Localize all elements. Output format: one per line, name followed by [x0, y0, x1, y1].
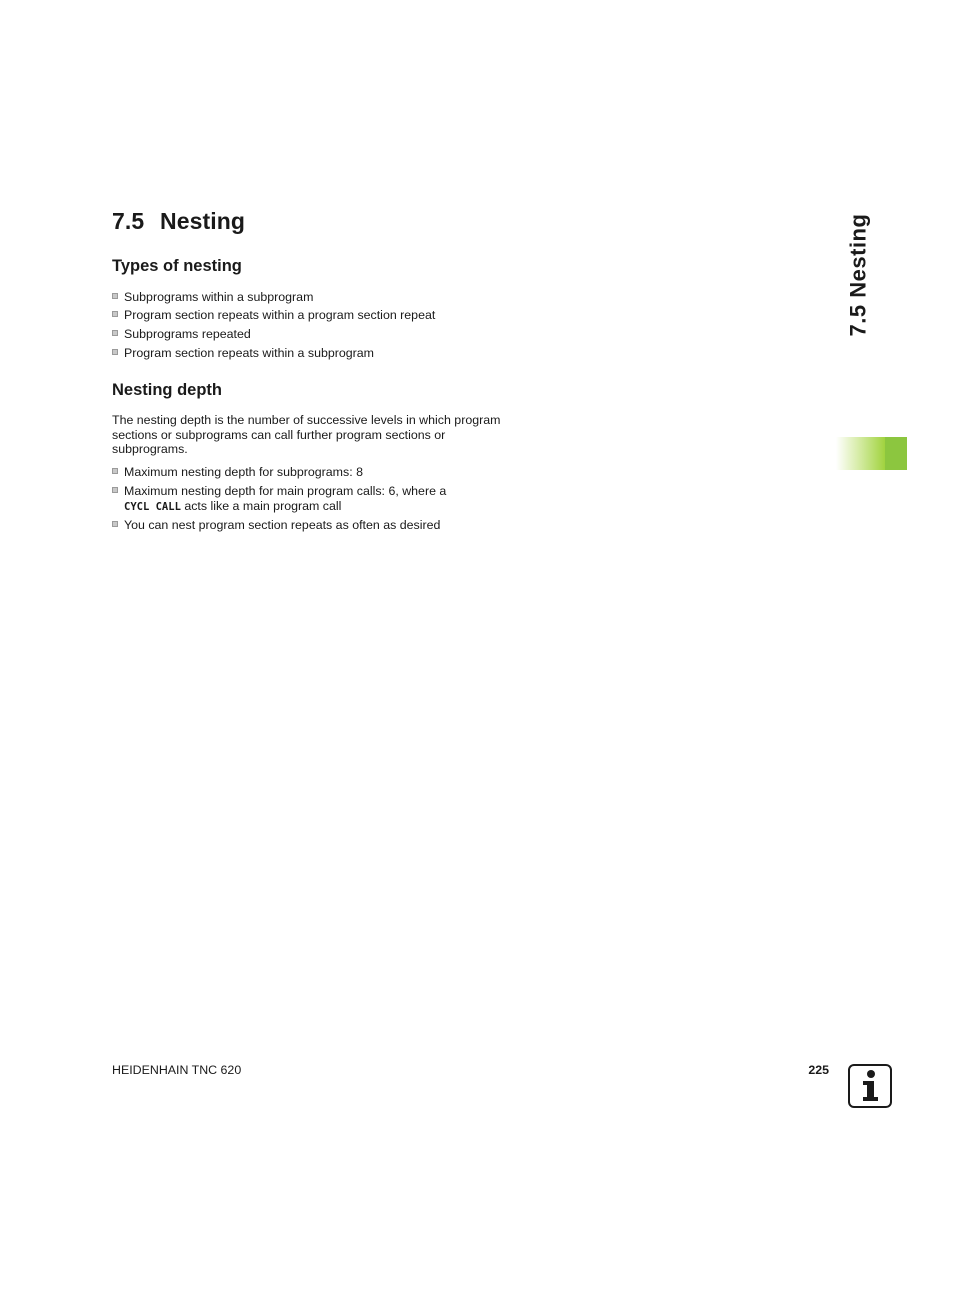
chapter-number: 7.5 [112, 208, 145, 234]
types-list [112, 290, 532, 361]
square-bullet-icon [112, 468, 118, 474]
list-item: Subprograms repeated [112, 327, 532, 342]
chapter-title-text: Nesting [160, 208, 246, 234]
depth-list [112, 465, 532, 533]
square-bullet-icon [112, 487, 118, 493]
list-item: Maximum nesting depth for main program calls: 6, where a CYCL CALL acts like a main program call [112, 484, 532, 514]
info-icon-glyph [850, 1066, 890, 1106]
side-tab-label [840, 215, 876, 335]
list-item: Subprograms within a subprogram [112, 290, 532, 305]
list-item: Program section repeats within a program section repeat [112, 308, 532, 323]
code-cycl-call: CYCL CALL [124, 500, 181, 513]
list-item: You can nest program section repeats as often as desired [112, 518, 532, 533]
info-icon [848, 1064, 892, 1108]
chapter-color-tab [836, 437, 907, 470]
page-number: 225 [808, 1063, 829, 1077]
list-item: Program section repeats within a subprogram [112, 346, 532, 361]
square-bullet-icon [112, 521, 118, 527]
square-bullet-icon [112, 293, 118, 299]
square-bullet-icon [112, 311, 118, 317]
section-heading-depth: Nesting depth [112, 381, 222, 399]
chapter-title [112, 208, 245, 235]
depth-paragraph: The nesting depth is the number of successive levels in which program sections or subprograms can call further program sections or subprograms. [112, 413, 501, 456]
square-bullet-icon [112, 349, 118, 355]
section-heading-types: Types of nesting [112, 257, 242, 275]
square-bullet-icon [112, 330, 118, 336]
list-item: Maximum nesting depth for subprograms: 8 [112, 465, 532, 480]
footer-product-name: HEIDENHAIN TNC 620 [112, 1063, 242, 1077]
side-tab-text: 7.5 Nesting [845, 213, 870, 337]
